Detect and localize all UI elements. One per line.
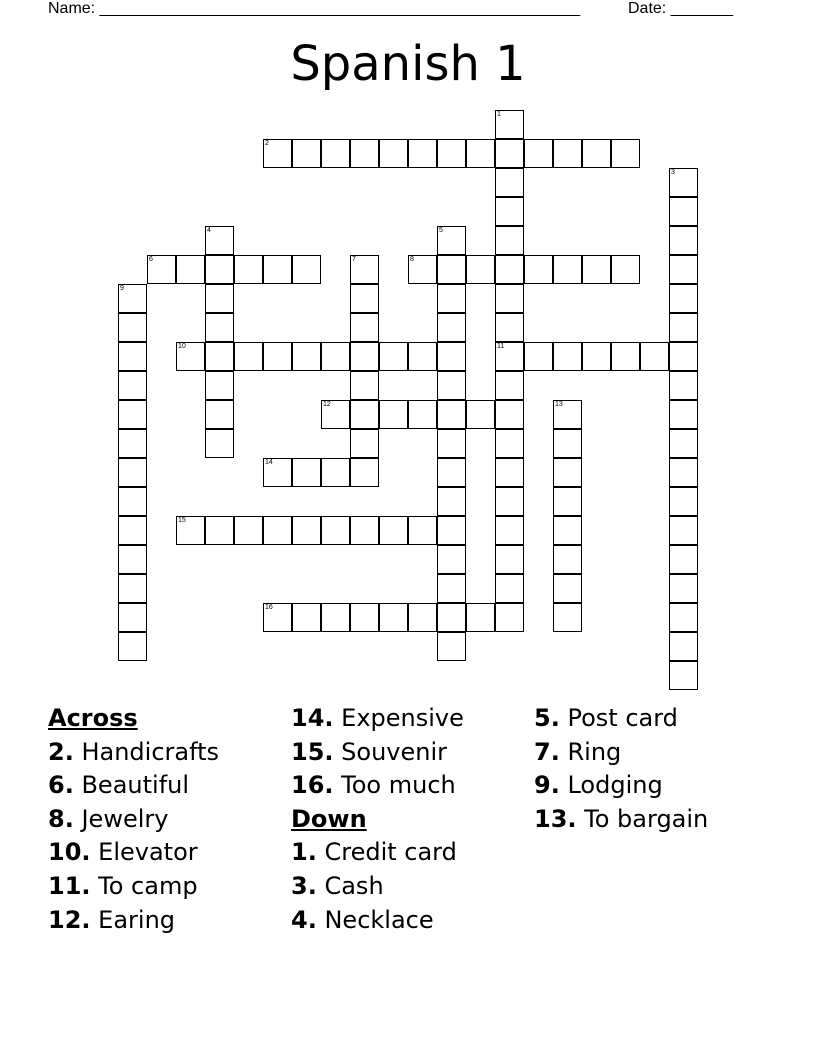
grid-cell[interactable] xyxy=(437,487,466,516)
grid-cell[interactable] xyxy=(669,342,698,371)
grid-cell[interactable] xyxy=(292,342,321,371)
page-title: Spanish 1 xyxy=(290,36,526,92)
grid-cell[interactable] xyxy=(292,139,321,168)
grid-cell[interactable] xyxy=(669,255,698,284)
grid-cell[interactable] xyxy=(669,661,698,690)
clue-down-9: 9. Lodging xyxy=(534,771,663,800)
grid-cell[interactable] xyxy=(669,603,698,632)
grid-cell[interactable] xyxy=(524,139,553,168)
grid-cell[interactable] xyxy=(437,342,466,371)
grid-cell[interactable] xyxy=(408,342,437,371)
grid-cell[interactable] xyxy=(350,458,379,487)
cell-number: 12 xyxy=(323,401,331,408)
grid-cell[interactable] xyxy=(321,458,350,487)
grid-cell[interactable] xyxy=(495,429,524,458)
grid-cell[interactable] xyxy=(176,255,205,284)
grid-cell[interactable] xyxy=(234,255,263,284)
grid-cell[interactable] xyxy=(437,284,466,313)
clue-across-2: 2. Handicrafts xyxy=(48,737,220,766)
clue-across-6: 6. Beautiful xyxy=(48,771,190,800)
grid-cell[interactable] xyxy=(669,197,698,226)
grid-cell[interactable] xyxy=(495,284,524,313)
grid-cell[interactable] xyxy=(350,139,379,168)
clue-across-16: 16. Too much xyxy=(291,771,456,800)
grid-cell[interactable] xyxy=(437,632,466,661)
grid-cell[interactable] xyxy=(495,342,524,371)
grid-cell[interactable] xyxy=(495,545,524,574)
grid-cell[interactable] xyxy=(437,516,466,545)
cell-number: 16 xyxy=(265,604,273,611)
grid-cell[interactable] xyxy=(118,516,147,545)
grid-cell[interactable] xyxy=(408,603,437,632)
grid-cell[interactable] xyxy=(147,255,176,284)
grid-cell[interactable] xyxy=(205,516,234,545)
grid-cell[interactable] xyxy=(495,226,524,255)
clue-across-15: 15. Souvenir xyxy=(291,737,447,766)
grid-cell[interactable] xyxy=(118,342,147,371)
grid-cell[interactable] xyxy=(263,603,292,632)
grid-cell[interactable] xyxy=(379,400,408,429)
grid-cell[interactable] xyxy=(611,139,640,168)
grid-cell[interactable] xyxy=(118,400,147,429)
grid-cell[interactable] xyxy=(669,429,698,458)
grid-cell[interactable] xyxy=(669,516,698,545)
clue-across-14: 14. Expensive xyxy=(291,704,464,732)
grid-cell[interactable] xyxy=(118,313,147,342)
grid-cell[interactable] xyxy=(321,603,350,632)
clue-down-4: 4. Necklace xyxy=(291,905,434,934)
grid-cell[interactable] xyxy=(292,516,321,545)
cell-number: 15 xyxy=(178,517,186,524)
grid-cell[interactable] xyxy=(495,197,524,226)
grid-cell[interactable] xyxy=(379,516,408,545)
grid-cell[interactable] xyxy=(495,516,524,545)
grid-cell[interactable] xyxy=(669,168,698,197)
grid-cell[interactable] xyxy=(437,371,466,400)
grid-cell[interactable] xyxy=(495,139,524,168)
grid-cell[interactable] xyxy=(466,139,495,168)
clue-column-2 xyxy=(291,702,464,937)
grid-cell[interactable] xyxy=(350,371,379,400)
grid-cell[interactable] xyxy=(553,516,582,545)
grid-cell[interactable] xyxy=(263,516,292,545)
grid-cell[interactable] xyxy=(553,400,582,429)
grid-cell[interactable] xyxy=(118,603,147,632)
grid-cell[interactable] xyxy=(553,487,582,516)
grid-cell[interactable] xyxy=(205,284,234,313)
clue-down-13: 13. To bargain xyxy=(534,804,709,833)
grid-cell[interactable] xyxy=(205,371,234,400)
grid-cell[interactable] xyxy=(669,545,698,574)
grid-cell[interactable] xyxy=(495,603,524,632)
cell-number: 1 xyxy=(497,111,501,118)
grid-cell[interactable] xyxy=(437,226,466,255)
clue-column-1 xyxy=(48,702,219,937)
grid-cell[interactable] xyxy=(234,342,263,371)
grid-cell[interactable] xyxy=(118,545,147,574)
grid-cell[interactable] xyxy=(640,342,669,371)
grid-cell[interactable] xyxy=(437,545,466,574)
grid-cell[interactable] xyxy=(553,255,582,284)
grid-cell[interactable] xyxy=(379,603,408,632)
grid-cell[interactable] xyxy=(321,139,350,168)
grid-cell[interactable] xyxy=(669,487,698,516)
grid-cell[interactable] xyxy=(553,603,582,632)
grid-cell[interactable] xyxy=(582,342,611,371)
grid-cell[interactable] xyxy=(292,255,321,284)
grid-cell[interactable] xyxy=(437,255,466,284)
cell-number: 10 xyxy=(178,343,186,350)
grid-cell[interactable] xyxy=(408,139,437,168)
grid-cell[interactable] xyxy=(495,255,524,284)
grid-cell[interactable] xyxy=(553,342,582,371)
grid-cell[interactable] xyxy=(524,342,553,371)
grid-cell[interactable] xyxy=(437,313,466,342)
grid-cell[interactable] xyxy=(669,226,698,255)
grid-cell[interactable] xyxy=(321,516,350,545)
cell-number: 11 xyxy=(497,343,505,350)
grid-cell[interactable] xyxy=(379,139,408,168)
grid-cell[interactable] xyxy=(495,168,524,197)
grid-cell[interactable] xyxy=(176,342,205,371)
grid-cell[interactable] xyxy=(437,603,466,632)
grid-cell[interactable] xyxy=(553,574,582,603)
grid-cell[interactable] xyxy=(495,110,524,139)
grid-cell[interactable] xyxy=(669,371,698,400)
grid-cell[interactable] xyxy=(118,429,147,458)
grid-cell[interactable] xyxy=(205,429,234,458)
grid-cell[interactable] xyxy=(495,400,524,429)
grid-cell[interactable] xyxy=(495,371,524,400)
grid-cell[interactable] xyxy=(118,371,147,400)
grid-cell[interactable] xyxy=(292,458,321,487)
grid-cell[interactable] xyxy=(669,400,698,429)
grid-cell[interactable] xyxy=(466,603,495,632)
clue-across-10: 10. Elevator xyxy=(48,838,198,867)
down-heading: Down xyxy=(291,804,367,833)
grid-cell[interactable] xyxy=(669,632,698,661)
grid-cell[interactable] xyxy=(205,400,234,429)
grid-cell[interactable] xyxy=(437,139,466,168)
clue-column-3 xyxy=(534,702,708,836)
grid-cell[interactable] xyxy=(611,342,640,371)
cell-number: 9 xyxy=(120,285,124,292)
grid-cell[interactable] xyxy=(350,516,379,545)
cell-number: 7 xyxy=(352,256,356,263)
grid-cell[interactable] xyxy=(350,284,379,313)
clue-down-7: 7. Ring xyxy=(534,737,622,766)
grid-cell[interactable] xyxy=(205,342,234,371)
grid-cell[interactable] xyxy=(205,313,234,342)
cell-number: 14 xyxy=(265,459,273,466)
cell-number: 13 xyxy=(555,401,563,408)
grid-cell[interactable] xyxy=(118,458,147,487)
clue-down-1: 1. Credit card xyxy=(291,838,457,867)
grid-cell[interactable] xyxy=(582,255,611,284)
cell-number: 4 xyxy=(207,227,211,234)
across-heading: Across xyxy=(48,704,138,732)
grid-cell[interactable] xyxy=(118,574,147,603)
grid-cell[interactable] xyxy=(350,342,379,371)
clue-across-12: 12. Earing xyxy=(48,905,176,934)
grid-cell[interactable] xyxy=(205,226,234,255)
grid-cell[interactable] xyxy=(495,487,524,516)
grid-cell[interactable] xyxy=(553,458,582,487)
cell-number: 8 xyxy=(410,256,414,263)
grid-cell[interactable] xyxy=(379,342,408,371)
grid-cell[interactable] xyxy=(669,574,698,603)
grid-cell[interactable] xyxy=(292,603,321,632)
grid-cell[interactable] xyxy=(495,313,524,342)
grid-cell[interactable] xyxy=(321,400,350,429)
clue-down-5: 5. Post card xyxy=(534,704,678,732)
grid-cell[interactable] xyxy=(553,139,582,168)
grid-cell[interactable] xyxy=(263,458,292,487)
grid-cell[interactable] xyxy=(524,255,553,284)
grid-cell[interactable] xyxy=(176,516,205,545)
grid-cell[interactable] xyxy=(669,313,698,342)
grid-cell[interactable] xyxy=(350,313,379,342)
grid-cell[interactable] xyxy=(263,255,292,284)
grid-cell[interactable] xyxy=(582,139,611,168)
grid-cell[interactable] xyxy=(234,516,263,545)
grid-cell[interactable] xyxy=(263,139,292,168)
cell-number: 3 xyxy=(671,169,675,176)
grid-cell[interactable] xyxy=(263,342,292,371)
grid-cell[interactable] xyxy=(205,255,234,284)
grid-cell[interactable] xyxy=(118,487,147,516)
grid-cell[interactable] xyxy=(118,632,147,661)
grid-cell[interactable] xyxy=(437,429,466,458)
grid-cell[interactable] xyxy=(408,400,437,429)
grid-cell[interactable] xyxy=(321,342,350,371)
grid-cell[interactable] xyxy=(437,400,466,429)
grid-cell[interactable] xyxy=(466,400,495,429)
grid-cell[interactable] xyxy=(408,516,437,545)
grid-cell[interactable] xyxy=(495,574,524,603)
grid-cell[interactable] xyxy=(118,284,147,313)
cell-number: 6 xyxy=(149,256,153,263)
cell-number: 5 xyxy=(439,227,443,234)
grid-cell[interactable] xyxy=(437,574,466,603)
cell-number: 2 xyxy=(265,140,269,147)
grid-cell[interactable] xyxy=(611,255,640,284)
clue-down-3: 3. Cash xyxy=(291,871,384,900)
name-field-label: Name: ______________________________________________________ xyxy=(48,0,581,17)
grid-cell[interactable] xyxy=(495,458,524,487)
grid-cell[interactable] xyxy=(350,429,379,458)
grid-cell[interactable] xyxy=(350,603,379,632)
date-field-label: Date: _______ xyxy=(628,0,733,17)
grid-cell[interactable] xyxy=(437,458,466,487)
grid-cell[interactable] xyxy=(553,429,582,458)
clue-across-8: 8. Jewelry xyxy=(48,804,169,833)
grid-cell[interactable] xyxy=(408,255,437,284)
grid-cell[interactable] xyxy=(669,284,698,313)
grid-cell[interactable] xyxy=(350,400,379,429)
grid-cell[interactable] xyxy=(466,255,495,284)
grid-cell[interactable] xyxy=(350,255,379,284)
grid-cell[interactable] xyxy=(669,458,698,487)
clue-across-11: 11. To camp xyxy=(48,871,198,900)
grid-cell[interactable] xyxy=(553,545,582,574)
